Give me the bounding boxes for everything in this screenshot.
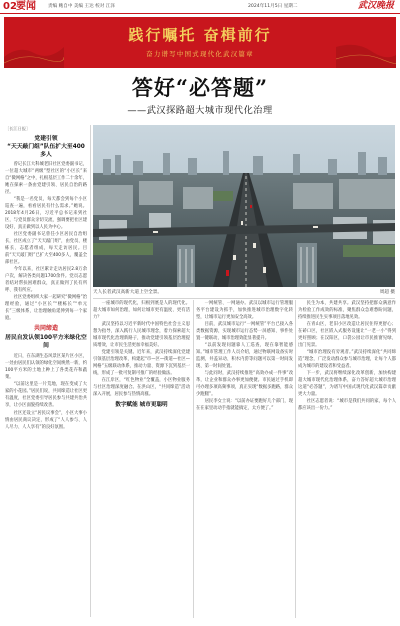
photo-credit: 周超 摄 <box>379 290 395 295</box>
paragraph: 与此同时，武汉持续推进“高效办成一件事”改革，让企业和群众办事更加便捷。市民通过手机即可办理多项高频事项，真正实现“数据多跑路，群众少跑腿”。 <box>196 371 293 398</box>
section-heading-digital: 数字赋能 城市更聪明 <box>115 402 168 409</box>
paragraph: 党建引领是关键。近年来，武汉持续深化党建引领基层治理改革，构建起“市—区—街道—社区—网格”五级联动体系，推动力量、资源下沉到基层一线，形成了一批可复制可推广的经验做法。 <box>93 350 190 377</box>
left-article-column <box>5 125 87 617</box>
section-heading-party-building: 党建引领 “天天敲门组”队伍扩大至400多人 <box>7 136 85 159</box>
paragraph: 武汉坚持以习近平新时代中国特色社会主义思想为指导，深入践行人民城市理念，着力探索超大城市现代化治理新路子，推动党建引领基层治理提质增效，让市民生活更加幸福美好。 <box>93 322 190 349</box>
article-column-4 <box>298 300 396 618</box>
paragraph: 今年以来，社区累计走访居民2.8万余户次，解决各类问题1700余件。党员志愿者结对帮扶困难群众，真正做到了民有所呼、我有所应。 <box>5 267 87 294</box>
paragraph: 民生为本，共建共享。武汉坚持把群众满意作为检验工作成效的标准，聚焦群众急难愁盼问题，持续推进民生实事项目落地见效。 <box>298 301 396 321</box>
section-name: 要闻 <box>16 1 36 12</box>
paragraph: 下一步，武汉将继续深化改革创新，加快构建超大城市现代化治理体系，奋力答好超大城市治理这道“必答题”，为谱写中国式现代化武汉篇章贡献更大力量。 <box>298 371 396 398</box>
banner-subtitle: 奋力谱写中国式现代化武汉篇章 <box>146 50 254 58</box>
article-column-3 <box>196 300 293 618</box>
photo-caption: 天人长者武汉高新大道上空全景。 <box>93 290 162 295</box>
paragraph: “我是一名党员，每天都会到每个小区巡查一遍，看看居民有什么需求。”她说。2018年4月26日，习近平总书记来到社区，与党员群众亲切交流，强调要把社区建设好，真正做到以人民为中心。 <box>5 197 87 231</box>
section-subheading-green-space: 居民自发认领100平方米绿化空间 <box>5 335 87 350</box>
article-column-2 <box>93 300 190 618</box>
paragraph: 社区党委组织大家一起研究“微网格”治理经验，通过“小区长”“楼栋长”“单元长”三级体系，让治理触角延伸到每一个家庭。 <box>5 295 87 322</box>
column-divider <box>193 300 194 618</box>
section-heading-co-building: 共同缔造 <box>33 325 58 333</box>
paragraph: “以前这里是一片荒地，现在变成了大家的小花园。”居民们说，共同缔造让社区更有温度，社区党委引导居民参与共建共治共享，让小区面貌持续改善。 <box>5 382 87 409</box>
paragraph: “以前发现问题靠人工巡查，现在靠智能感知。”城市管理工作人员介绍，通过物联网设备实时监测，井盖异动、积水内涝等问题可以第一时间发现、第一时间处置。 <box>196 343 293 370</box>
paragraph: 社区还设立“居民议事会”，小区大事小情由居民商议决定，形成了“人人参与、人人尽力、人人享有”的良好氛围。 <box>5 410 87 430</box>
byline: ［长江日报］ <box>5 126 31 131</box>
paragraph: 在青山区，老旧小区改造让居民住得更舒心；在硚口区，社区嵌入式服务设施让“一老一小”得到更好照顾；在汉阳区，口袋公园让市民推窗见绿、出门见景。 <box>298 322 396 349</box>
paragraph: 在江岸区，“红色物业”全覆盖，小区物业服务与社区治理深度融合。在洪山区，“共同缔造”活动深入开展，居民参与热情高涨。 <box>93 378 190 398</box>
photo-rule <box>93 298 395 299</box>
paragraph: 近日，在东湖生态风景区某片区小区，一处由居民们认领的绿化空间焕然一新，约100平方米的土地上种上了各类花卉和蔬菜。 <box>5 354 87 381</box>
masthead <box>0 0 400 14</box>
main-subheadline: ——武汉探路超大城市现代化治理 <box>127 105 273 116</box>
issue-date: 2024年11月5日 星期二 <box>248 4 298 9</box>
theme-banner <box>4 17 396 68</box>
paragraph: 社区党委副书记曾任小区居民自治组长，社区成立了“天天敲门组”，由党员、楼栋长、志愿者组成，每天走访居民。目前“天天敲门组”已扩大至400多人，覆盖全部社区。 <box>5 232 87 266</box>
column-divider <box>295 300 296 618</box>
paragraph: 一座城市的现代化，归根到底是人的现代化。超大城市如何治理，如何让城市更有温度、更有活力？ <box>93 301 190 321</box>
editor-credits: 责编 鲍自中 美编 王达 校对 江泽 <box>48 4 116 9</box>
aerial-city-photo <box>93 125 395 287</box>
paragraph: 目前，武汉城市运行“一网统管”平台已接入各类数据资源，实现城市运行态势一屏感知、事件处置一键联动，城市治理效能显著提升。 <box>196 322 293 342</box>
paragraph: 社区志愿者说：“城市是我们共同的家，每个人都应该出一份力。” <box>298 399 396 412</box>
newspaper-logo: 武汉晚报 <box>357 1 394 11</box>
paragraph: 一网统管、一网通办。武汉以城市运行管理服务平台建设为抓手，加快推进城市治理数字化转型，让城市运行更加安全高效。 <box>196 301 293 321</box>
paragraph: 曾记长江大科城老旧社区党委副书记，一位超大城市“两级”型社区的“小区长”来自“微网格”之中，扎根基层工作二十余年，她在探索一条由党建引领、居民自治的路径。 <box>5 162 87 196</box>
section-number: 02 <box>3 1 17 12</box>
banner-kicker: 践行嘱托 奋楫前行 <box>128 26 272 44</box>
paragraph: “城市治理没有旁观者。”武汉持续深化“共同缔造”理念，广泛发动群众参与城市治理，让每个人都成为城市的建设者和受益者。 <box>298 350 396 370</box>
main-headline: 答好“必答题” <box>131 75 269 100</box>
column-divider <box>90 125 91 617</box>
paragraph: 居民李女士说：“以前办证要跑好几个部门，现在在家里动动手指就能搞定，太方便了。” <box>196 399 293 412</box>
